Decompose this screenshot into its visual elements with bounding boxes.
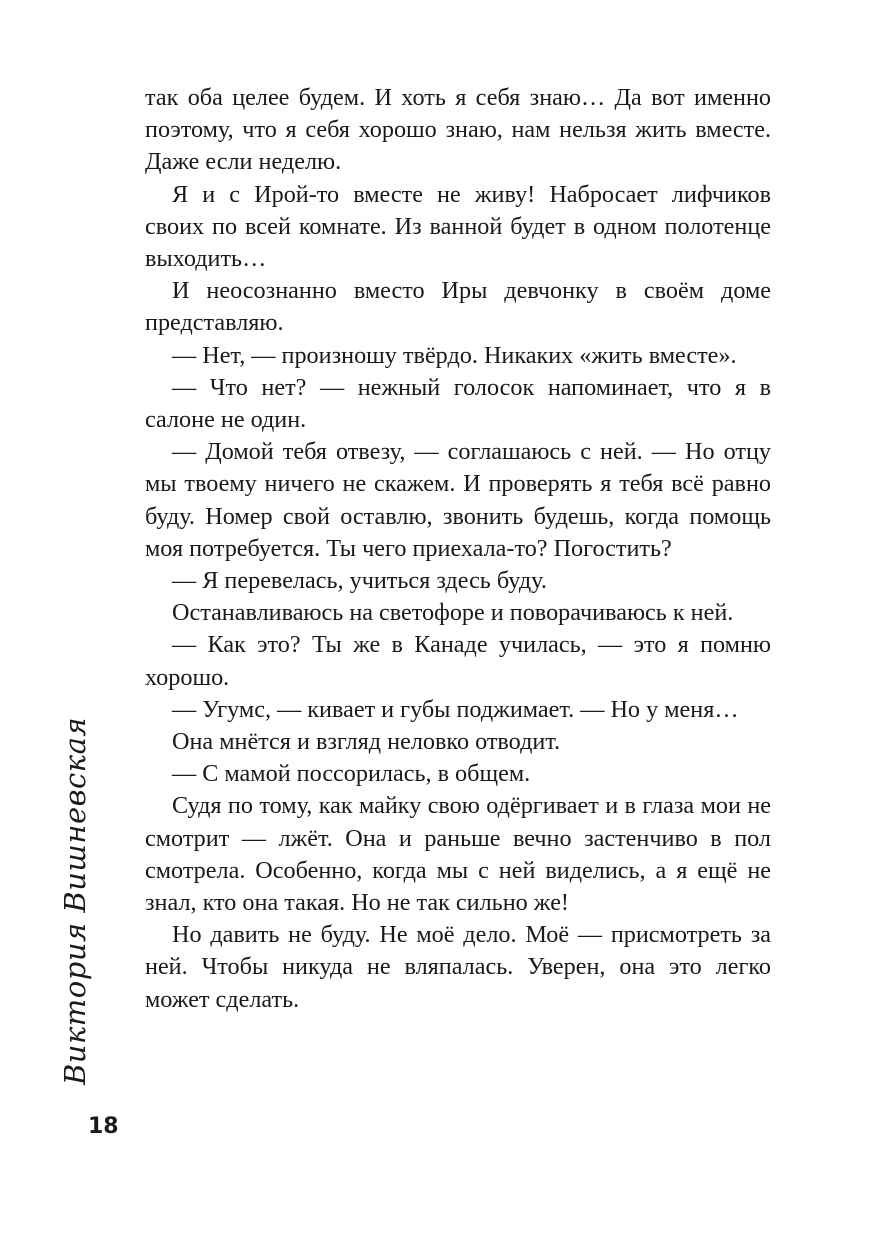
paragraph-13: Судя по тому, как майку свою одёргивает и в глаза мои не смотрит — лжёт. Она и раньше вечно застенчиво в пол смотрела. Особенно, когда мы с ней виделись, а я ещё не знал, кто она такая. Но не так сильно же! <box>145 792 771 917</box>
author-name: Виктория Вишневская <box>58 716 92 1085</box>
paragraph-4: — Нет, — произношу твёрдо. Никаких «жить вместе». <box>172 341 737 369</box>
paragraph-8: Останавливаюсь на светофоре и поворачиваюсь к ней. <box>172 599 734 627</box>
paragraph-3: И неосознанно вместо Иры девчонку в своём доме представляю. <box>145 277 771 337</box>
paragraph-9: — Как это? Ты же в Канаде училась, — это я помню хорошо. <box>145 631 771 691</box>
paragraph-11: Она мнётся и взгляд неловко отводит. <box>172 728 561 756</box>
body-text <box>145 82 771 1016</box>
paragraph-12: — С мамой поссорилась, в общем. <box>172 760 531 788</box>
paragraph-5: — Что нет? — нежный голосок напоминает, что я в салоне не один. <box>145 373 771 434</box>
paragraph-14: Но давить не буду. Не моё дело. Моё — присмотреть за ней. Чтобы никуда не вляпалась. Уверен, она это легко может сделать. <box>145 921 771 1013</box>
paragraph-6: — Домой тебя отвезу, — соглашаюсь с ней. — Но отцу мы твоему ничего не скажем. И проверять я тебя всё равно буду. Номер свой оставлю, звонить будешь, когда помощь моя потребуется. Ты чего приехала-то? Погостить? <box>145 438 771 562</box>
paragraph-10: — Угумс, — кивает и губы поджимает. — Но у меня… <box>172 695 739 723</box>
page-number: 18 <box>88 1114 119 1139</box>
paragraph-1: так оба целее будем. И хоть я себя знаю… Да вот именно поэтому, что я себя хорошо знаю, нам нельзя жить вместе. Даже если неделю. <box>145 84 771 176</box>
paragraph-2: Я и с Ирой-то вместе не живу! Набросает лифчиков своих по всей комнате. Из ванной будет в одном полотенце выходить… <box>145 180 771 273</box>
paragraph-7: — Я перевелась, учиться здесь буду. <box>172 567 547 595</box>
